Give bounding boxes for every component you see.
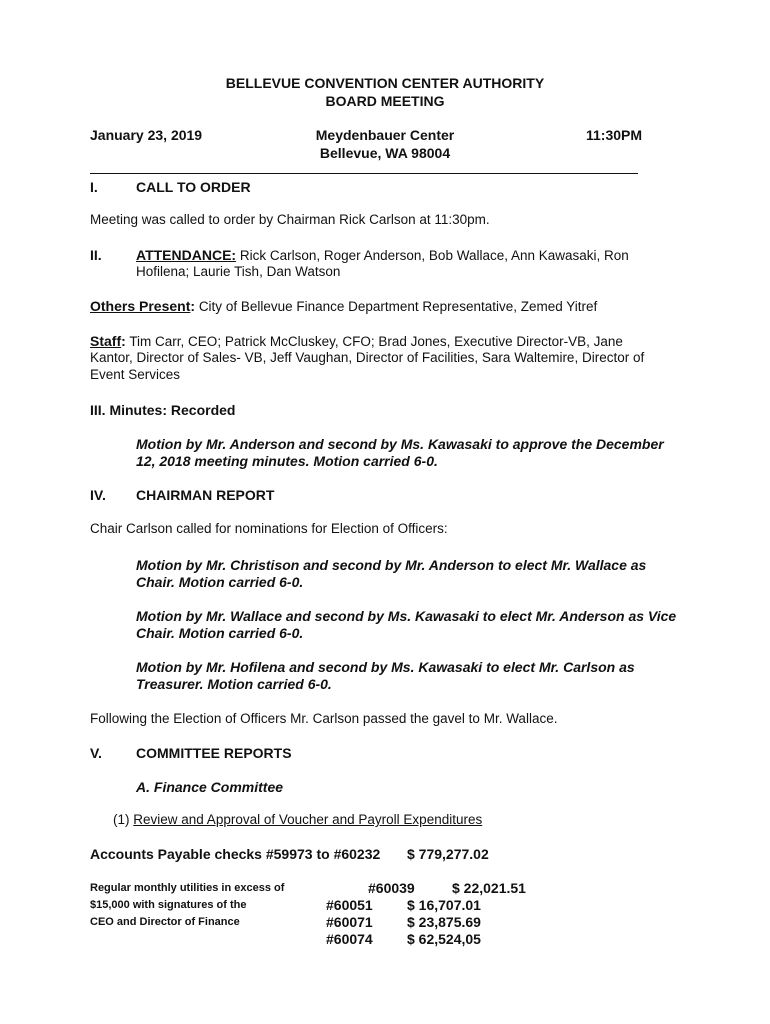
venue-address: Bellevue, WA 98004 [319,145,451,161]
attendance-line [136,247,629,263]
attendees-list-continued: Hofilena; Laurie Tish, Dan Watson [136,264,341,279]
utilities-note: CEO and Director of Finance [90,916,240,928]
check-number: #60039 [368,880,415,896]
section-number: I. [90,179,98,195]
motion-line: Motion by Mr. Wallace and second by Ms. Kawasaki to elect Mr. Anderson as Vice [136,608,677,624]
motion-line: Motion by Mr. Christison and second by Mr. Anderson to elect Mr. Wallace as [136,557,647,573]
others-present-colon: : [190,298,196,314]
gavel-passing-text: Following the Election of Officers Mr. Carlson passed the gavel to Mr. Wallace. [90,711,558,726]
section-heading: CHAIRMAN REPORT [136,487,275,503]
check-amount: $ 62,524,05 [407,931,481,947]
minutes-motion [136,436,664,470]
motion-line: Chair. Motion carried 6-0. [136,574,304,590]
section-number: IV. [90,487,106,503]
others-present-label: Others Present [90,298,191,314]
election-motion [136,557,646,591]
check-number: #60071 [326,914,373,930]
staff-text: Tim Carr, CEO; Patrick McCluskey, CFO; Brad Jones, Executive Director-VB, Jane [129,334,623,349]
venue-name: Meydenbauer Center [315,127,455,143]
header-divider [90,173,638,174]
call-to-order-text: Meeting was called to order by Chairman Rick Carlson at 11:30pm. [90,212,490,227]
election-motion [136,608,676,642]
motion-line: Chair. Motion carried 6-0. [136,625,304,641]
meeting-time: 11:30PM [586,127,643,143]
others-present-text: City of Bellevue Finance Department Representative, Zemed Yitref [198,299,598,314]
document-subtitle: BOARD MEETING [325,93,445,109]
check-amount: $ 22,021.51 [452,880,526,896]
meeting-date: January 23, 2019 [90,127,203,143]
accounts-payable-amount: $ 779,277.02 [407,846,489,862]
motion-line: Motion by Mr. Anderson and second by Ms. Kawasaki to approve the December [136,436,664,452]
document-title: BELLEVUE CONVENTION CENTER AUTHORITY [225,75,545,91]
item-title: Review and Approval of Voucher and Payroll Expenditures [133,812,483,827]
voucher-item [113,812,482,827]
staff-line [90,333,623,349]
motion-line: Treasurer. Motion carried 6-0. [136,676,332,692]
item-number: (1) [113,812,130,827]
accounts-payable-label: Accounts Payable checks #59973 to #60232 [90,846,381,862]
section-heading: CALL TO ORDER [136,179,251,195]
finance-committee-heading: A. Finance Committee [136,779,284,795]
section-heading: COMMITTEE REPORTS [136,745,292,761]
chairman-report-text: Chair Carlson called for nominations for Election of Officers: [90,521,448,536]
staff-text-continued: Event Services [90,367,181,382]
attendance-label: ATTENDANCE: [136,247,237,263]
minutes-heading: III. Minutes: Recorded [90,402,236,418]
attendees-list: Rick Carlson, Roger Anderson, Bob Wallace, Ann Kawasaki, Ron [239,248,629,263]
motion-line: Motion by Mr. Hofilena and second by Ms. Kawasaki to elect Mr. Carlson as [136,659,635,675]
utilities-note: Regular monthly utilities in excess of [90,882,285,894]
motion-line: 12, 2018 meeting minutes. Motion carried 6-0. [136,453,438,469]
check-number: #60074 [326,931,373,947]
staff-label: Staff [90,333,122,349]
section-number: V. [90,745,102,761]
others-present-line [90,298,597,314]
section-number: II. [90,247,102,263]
check-amount: $ 16,707.01 [407,897,481,913]
check-amount: $ 23,875.69 [407,914,481,930]
election-motion [136,659,635,693]
utilities-note: $15,000 with signatures of the [90,899,247,911]
check-number: #60051 [326,897,373,913]
staff-colon: : [121,333,126,349]
staff-text-continued: Kantor, Director of Sales- VB, Jeff Vaughan, Director of Facilities, Sara Waltemire, Director of [90,350,645,365]
